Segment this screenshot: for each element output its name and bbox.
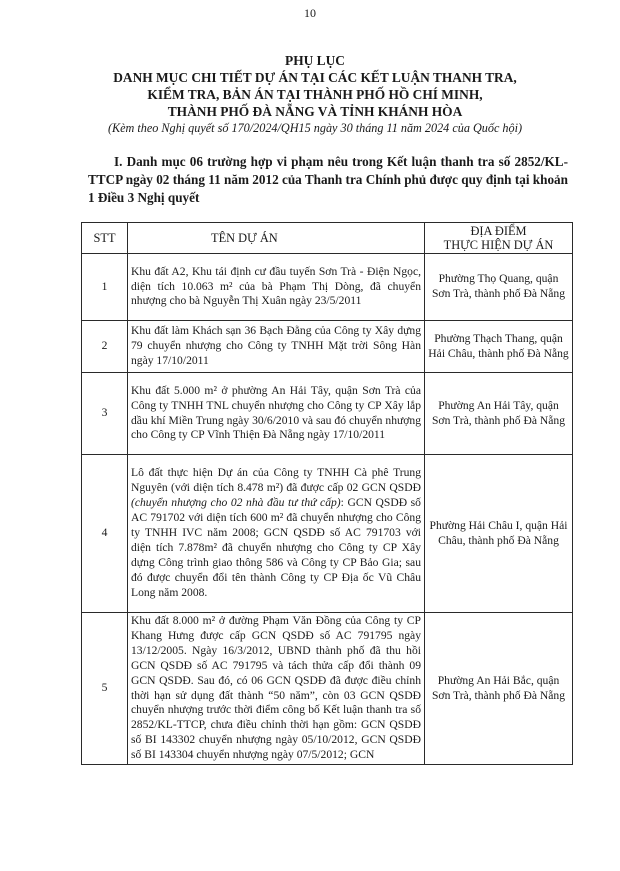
header-location-line2: THỰC HIỆN DỰ ÁN [443,238,554,252]
header-stt: STT [82,223,128,254]
projects-table [81,222,573,765]
row-location: Phường Thọ Quang, quận Sơn Trà, thành phố Đà Nẵng [425,254,573,321]
header-location-line1: ĐỊA ĐIỂM [470,224,527,238]
row-project-name: Khu đất làm Khách sạn 36 Bạch Đằng của Công ty Xây dựng 79 chuyển nhượng cho Công ty TNHH Mặt trời Sông Hàn ngày 17/10/2011 [128,321,425,373]
table-row [82,373,573,455]
table-header-row [82,223,573,254]
row-project-name: Khu đất 5.000 m² ở phường An Hải Tây, quận Sơn Trà của Công ty TNHH TNL chuyển nhượng cho Công ty CP Xây lắp dầu khí Miền Trung ngày 30/6/2010 và sau đó chuyển nhượng cho Công ty CP Vĩnh Thiện Đà Nẵng ngày 17/10/2011 [128,373,425,455]
row-project-name: Khu đất 8.000 m² ở đường Phạm Văn Đồng của Công ty CP Khang Hưng được cấp GCN QSDĐ số AC 791795 ngày 13/12/2005. Ngày 16/3/2012, UBND thành phố đã thu hồi GCN QSDĐ số AC 791795 và tách thửa cấp đổi thành 09 GCN QSDĐ. Sau đó, có 06 GCN QSDĐ đã được điều chỉnh thời hạn sử dụng đất thành “50 năm”, còn 03 GCN QSDĐ chuyển nhượng trước thời điểm công bố Kết luận thanh tra số 2852/KL-TTCP, chưa điều chỉnh thời hạn gồm: GCN QSDĐ số BI 143302 chuyển nhượng ngày 05/10/2012, GCN QSDĐ số BI 143304 chuyển nhượng ngày 07/5/2012; GCN [128,613,425,765]
row-stt: 2 [82,321,128,373]
section-title-text: I. Danh mục 06 trường hợp vi phạm nêu trong Kết luận thanh tra số 2852/KL-TTCP ngày 02 tháng 11 năm 2012 của Thanh tra Chính phủ được quy định tại khoản 1 Điều 3 Nghị quyết [88,154,568,205]
table-row [82,254,573,321]
row-project-name-part1: Lô đất thực hiện Dự án của Công ty TNHH Cà phê Trung Nguyên (với diện tích 8.478 m²) đã được cấp 02 GCN QSDĐ [131,466,421,495]
row-location: Phường An Hải Bắc, quận Sơn Trà, thành phố Đà Nẵng [425,613,573,765]
heading-subtitle: (Kèm theo Nghị quyết số 170/2024/QH15 ngày 30 tháng 11 năm 2024 của Quốc hội) [107,121,523,135]
row-project-name-part2: : GCN QSDĐ số AC 791702 với diện tích 600 m² đã chuyển nhượng cho Công ty TNHH IVC năm 2008; GCN QSDĐ số AC 791703 với diện tích 7.878m² đã chuyển nhượng cho Công ty CP Xây dựng Công trình giao thông 586 và Công ty CP Bảo Gia; sau đó được chuyển đổi tên thành Công ty CP Địa ốc Vũ Châu Long năm 2008. [131,496,421,599]
row-location: Phường Thạch Thang, quận Hải Châu, thành phố Đà Nẵng [425,321,573,373]
row-stt: 5 [82,613,128,765]
table-row [82,613,573,765]
row-location: Phường An Hải Tây, quận Sơn Trà, thành phố Đà Nẵng [425,373,573,455]
document-heading [60,52,570,137]
table-row [82,321,573,373]
row-stt: 4 [82,455,128,613]
header-location [425,223,573,254]
row-project-name-italic: (chuyển nhượng cho 02 nhà đầu tư thứ cấp) [131,496,341,510]
row-location: Phường Hải Châu I, quận Hải Châu, thành phố Đà Nẵng [425,455,573,613]
row-stt: 3 [82,373,128,455]
page-number: 10 [304,6,316,20]
section-title [88,153,568,207]
heading-line-4: THÀNH PHỐ ĐÀ NẴNG VÀ TỈNH KHÁNH HÒA [167,104,463,119]
heading-line-3: KIỂM TRA, BẢN ÁN TẠI THÀNH PHỐ HỒ CHÍ MINH, [147,87,483,102]
row-stt: 1 [82,254,128,321]
row-project-name: Khu đất A2, Khu tái định cư đầu tuyến Sơn Trà - Điện Ngọc, diện tích 10.063 m² của bà Phạm Thị Dòng, đã chuyển nhượng cho bà Nguyễn Thị Xuân ngày 23/5/2011 [128,254,425,321]
table-row [82,455,573,613]
heading-line-2: DANH MỤC CHI TIẾT DỰ ÁN TẠI CÁC KẾT LUẬN THANH TRA, [113,70,517,85]
header-project-name [128,223,425,254]
row-project-name [128,455,425,613]
heading-line-1: PHỤ LỤC [285,53,345,68]
header-project-name-text: TÊN DỰ ÁN [211,231,278,245]
